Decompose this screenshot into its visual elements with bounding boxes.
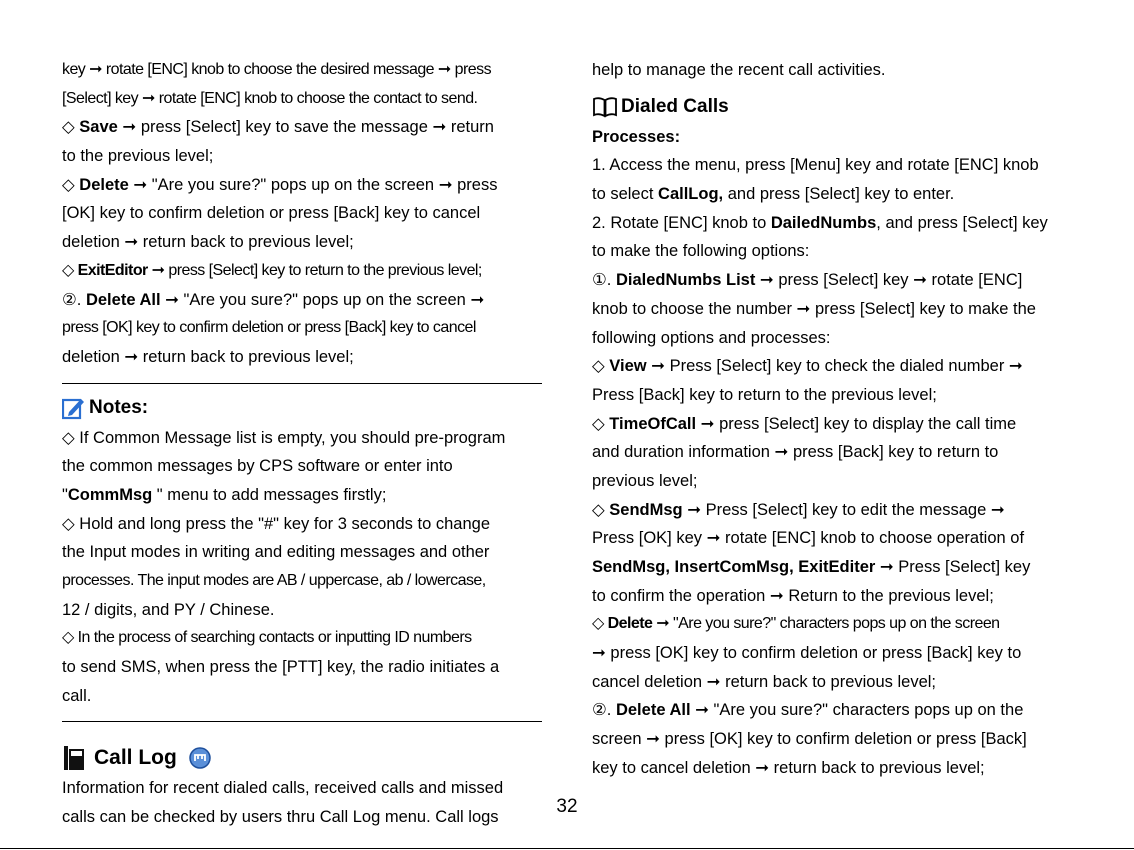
text-line: ◇ TimeOfCall ➞ press [Select] key to display the call time <box>592 414 1017 433</box>
text-line: 2. Rotate [ENC] knob to DailedNumbs, and press [Select] key <box>592 213 1048 232</box>
note-line: the common messages by CPS software or enter into <box>62 457 453 476</box>
text-line: [Select] key ➞ rotate [ENC] knob to choose the contact to send. <box>62 89 478 107</box>
text-line: ➞ press [OK] key to confirm deletion or press [Back] key to <box>592 644 1022 663</box>
note-line: 12 / digits, and PY / Chinese. <box>62 600 275 619</box>
text-line: deletion ➞ return back to previous level; <box>62 347 354 366</box>
menu-badge-icon <box>189 747 211 769</box>
text-line: screen ➞ press [OK] key to confirm deletion or press [Back] <box>592 730 1027 749</box>
text-line: ◇ Delete ➞ "Are you sure?" characters pops up on the screen <box>592 615 1000 633</box>
right-column <box>592 56 1074 783</box>
text-line: key to cancel deletion ➞ return back to previous level; <box>592 758 985 777</box>
processes-label: Processes: <box>592 127 681 146</box>
note-line: ◇ In the process of searching contacts or inputting ID numbers <box>62 629 472 647</box>
text-line: cancel deletion ➞ return back to previous level; <box>592 672 937 691</box>
calllog-heading: Call Log <box>62 742 542 774</box>
text-line: SendMsg, InsertComMsg, ExitEditer ➞ Press [Select] key <box>592 558 1031 576</box>
note-line: processes. The input modes are AB / uppercase, ab / lowercase, <box>62 572 486 589</box>
text-line: key ➞ rotate [ENC] knob to choose the desired message ➞ press <box>62 61 492 78</box>
text-line: press [OK] key to confirm deletion or press [Back] key to cancel <box>62 319 476 337</box>
text-line: ◇ SendMsg ➞ Press [Select] key to edit the message ➞ <box>592 500 1005 519</box>
text-line: Press [OK] key ➞ rotate [ENC] knob to choose operation of <box>592 529 1025 548</box>
note-line: call. <box>62 686 92 705</box>
dialed-calls-heading: Dialed Calls <box>592 91 1074 123</box>
text-line: knob to choose the number ➞ press [Select] key to make the <box>592 299 1036 318</box>
text-line: help to manage the recent call activities. <box>592 61 886 79</box>
text-line: ◇ ExitEditor ➞ press [Select] key to return to the previous level; <box>62 261 482 279</box>
text-line: Information for recent dialed calls, received calls and missed <box>62 779 504 798</box>
text-line: to make the following options: <box>592 242 810 261</box>
text-line: to the previous level; <box>62 147 214 166</box>
text-line: previous level; <box>592 471 698 490</box>
text-line: ◇ Delete ➞ "Are you sure?" pops up on the screen ➞ press <box>62 175 498 194</box>
text-line: to select CallLog, and press [Select] key to enter. <box>592 185 955 204</box>
open-book-icon <box>592 96 618 118</box>
text-line: and duration information ➞ press [Back] key to return to <box>592 443 999 462</box>
page-number: 32 <box>556 796 578 817</box>
note-line: "CommMsg " menu to add messages firstly; <box>62 485 387 504</box>
text-line: ②. Delete All ➞ "Are you sure?" pops up on the screen ➞ <box>62 290 485 309</box>
divider <box>62 721 542 722</box>
note-line: ◇ Hold and long press the "#" key for 3 seconds to change <box>62 514 490 533</box>
text-line: following options and processes: <box>592 328 831 347</box>
notes-pencil-icon <box>62 396 86 420</box>
left-column <box>62 56 542 832</box>
note-line: the Input modes in writing and editing messages and other <box>62 543 490 562</box>
phone-icon <box>62 745 86 771</box>
text-line: ②. Delete All ➞ "Are you sure?" characters pops up on the <box>592 701 1024 720</box>
bottom-rule <box>0 848 1134 849</box>
note-line: ◇ If Common Message list is empty, you should pre-program <box>62 428 506 447</box>
note-line: to send SMS, when press the [PTT] key, the radio initiates a <box>62 658 500 677</box>
text-line: to confirm the operation ➞ Return to the previous level; <box>592 586 994 605</box>
text-line: 1. Access the menu, press [Menu] key and rotate [ENC] knob <box>592 156 1039 175</box>
text-line: calls can be checked by users thru Call Log menu. Call logs <box>62 808 499 827</box>
notes-heading: Notes: <box>62 392 542 424</box>
text-line: ◇ View ➞ Press [Select] key to check the dialed number ➞ <box>592 357 1023 376</box>
text-line: Press [Back] key to return to the previous level; <box>592 385 937 404</box>
text-line: ①. DialedNumbs List ➞ press [Select] key ➞ rotate [ENC] <box>592 271 1023 290</box>
text-line: deletion ➞ return back to previous level; <box>62 233 354 252</box>
text-line: ◇ Save ➞ press [Select] key to save the message ➞ return <box>62 118 494 137</box>
text-line: [OK] key to confirm deletion or press [Back] key to cancel <box>62 204 481 223</box>
divider <box>62 383 542 384</box>
